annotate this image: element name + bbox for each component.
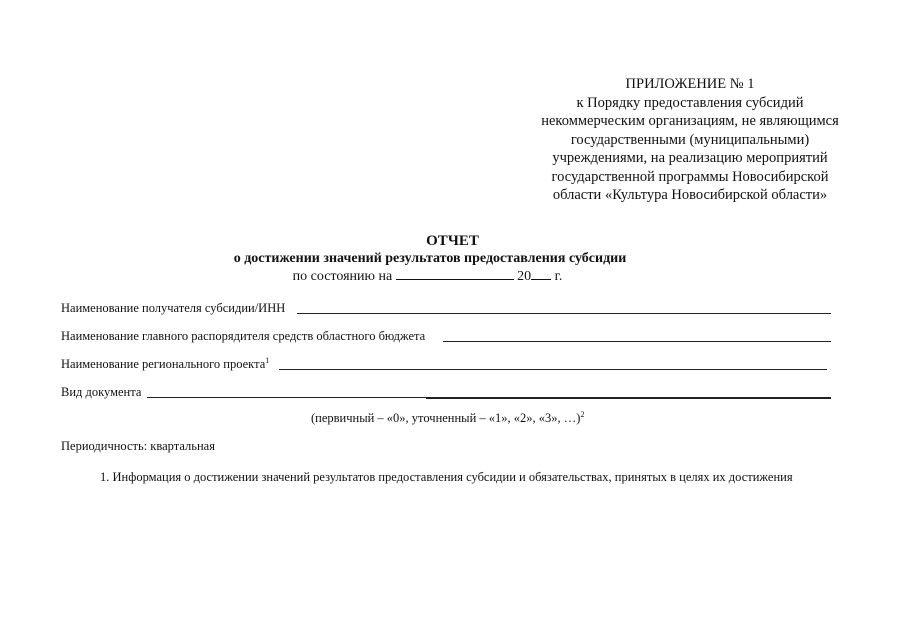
section-1-heading: 1. Информация о достижении значений результатов предоставления субсидии и обязательствах, принятых в целях их достижения xyxy=(100,470,793,484)
date-prefix: по состоянию на xyxy=(292,269,393,284)
doc-type-input-line-2[interactable] xyxy=(426,397,831,399)
project-footnote-mark: 1 xyxy=(265,356,270,365)
report-title: ОТЧЕТ xyxy=(426,233,479,249)
year-prefix: 20 xyxy=(517,269,532,284)
recipient-label: Наименование получателя субсидии/ИНН xyxy=(61,301,286,315)
appendix-line: учреждениями, на реализацию мероприятий xyxy=(552,150,828,166)
report-subtitle: о достижении значений результатов предоставления субсидии xyxy=(233,251,627,266)
manager-input-line[interactable] xyxy=(443,341,831,342)
doc-type-hint xyxy=(311,411,584,426)
periodicity-line: Периодичность: квартальная xyxy=(61,439,215,453)
doc-type-hint-text: (первичный – «0», уточненный – «1», «2», «3», …) xyxy=(311,411,581,425)
year-blank[interactable] xyxy=(531,267,551,280)
appendix-line: к Порядку предоставления субсидий xyxy=(576,94,804,111)
recipient-input-line[interactable] xyxy=(297,313,831,314)
date-blank[interactable] xyxy=(396,267,514,280)
appendix-block xyxy=(500,75,880,205)
appendix-line: государственными (муниципальными) xyxy=(570,131,810,148)
doc-type-input-line[interactable] xyxy=(147,397,429,398)
project-label-wrap xyxy=(61,356,269,372)
project-label: Наименование регионального проекта xyxy=(61,357,266,371)
appendix-line: ПРИЛОЖЕНИЕ № 1 xyxy=(625,76,755,92)
year-suffix: г. xyxy=(554,269,563,284)
report-title-block xyxy=(0,232,905,286)
appendix-line: государственной программы Новосибирской xyxy=(551,168,829,185)
doc-type-label: Вид документа xyxy=(61,385,142,399)
appendix-line: области «Культура Новосибирской области» xyxy=(552,187,828,203)
report-date-line xyxy=(0,267,905,286)
project-input-line[interactable] xyxy=(279,369,827,370)
doc-type-footnote-mark: 2 xyxy=(580,410,585,419)
appendix-line: некоммерческим организациям, не являющимся xyxy=(541,113,839,129)
manager-label: Наименование главного распорядителя средств областного бюджета xyxy=(61,329,426,343)
